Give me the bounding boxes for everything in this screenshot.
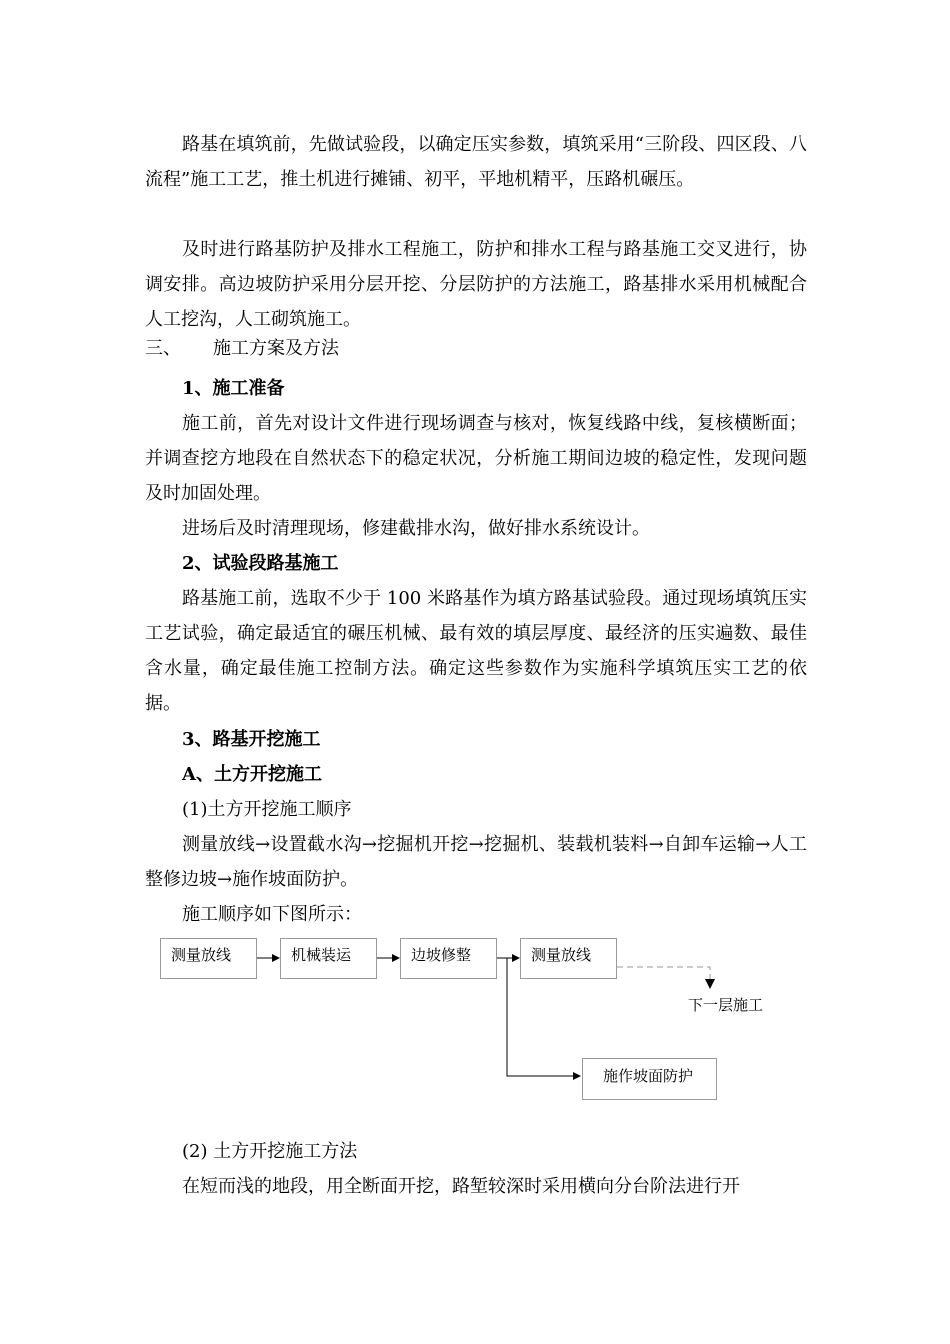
dashed-connector-next <box>617 967 710 987</box>
heading-trial-section: 2、试验段路基施工 <box>182 553 339 574</box>
flow-box-survey-2: 测量放线 <box>520 938 617 979</box>
paragraph-sequence: 测量放线→设置截水沟→挖掘机开挖→挖掘机、装载机装料→自卸车运输→人工整修边坡→施作坡面防护。 <box>145 834 807 890</box>
arrowhead-next <box>705 979 715 989</box>
flow-box-survey: 测量放线 <box>160 938 257 979</box>
heading-earth-excavation: A、土方开挖施工 <box>182 764 322 785</box>
paragraph-preparation: 施工前，首先对设计文件进行现场调查与核对，恢复线路中线，复核横断面；并调查挖方地段在自然状态下的稳定状况，分析施工期间边坡的稳定性，发现问题及时加固处理。 <box>145 413 807 504</box>
paragraph-site-clearing: 进场后及时清理现场，修建截排水沟，做好排水系统设计。 <box>182 518 650 539</box>
heading-preparation: 1、施工准备 <box>182 378 285 399</box>
heading-excavation: 3、路基开挖施工 <box>182 729 321 750</box>
section-number: 三、 <box>145 338 181 359</box>
paragraph-figure-intro: 施工顺序如下图所示： <box>182 904 362 925</box>
flow-box-slope-protection: 施作坡面防护 <box>582 1058 717 1100</box>
flow-box-transport: 机械装运 <box>280 938 377 979</box>
paragraph-fill-trial: 路基在填筑前，先做试验段，以确定压实参数，填筑采用“三阶段、四区段、八流程”施工工艺，推土机进行摊铺、初平，平地机精平，压路机碾压。 <box>145 134 807 190</box>
subheading-method: (2) 土方开挖施工方法 <box>182 1141 358 1162</box>
paragraph-drainage: 及时进行路基防护及排水工程施工，防护和排水工程与路基施工交叉进行，协调安排。高边坡防护采用分层开挖、分层防护的方法施工，路基排水采用机械配合人工挖沟，人工砌筑施工。 <box>145 239 807 330</box>
subheading-sequence: (1)土方开挖施工顺序 <box>182 799 352 820</box>
flow-box-slope-trim: 边坡修整 <box>400 938 497 979</box>
flow-label-next-layer: 下一层施工 <box>688 996 764 1014</box>
section-title: 施工方案及方法 <box>213 338 339 359</box>
paragraph-method: 在短而浅的地段，用全断面开挖，路堑较深时采用横向分台阶法进行开 <box>182 1176 740 1197</box>
paragraph-trial-section: 路基施工前，选取不少于 100 米路基作为填方路基试验段。通过现场填筑压实工艺试验，确定最适宜的碾压机械、最有效的填层厚度、最经济的压实遍数、最佳含水量，确定最佳施工控制方法。确定这些参数作为实施科学填筑压实工艺的依据。 <box>145 588 807 714</box>
